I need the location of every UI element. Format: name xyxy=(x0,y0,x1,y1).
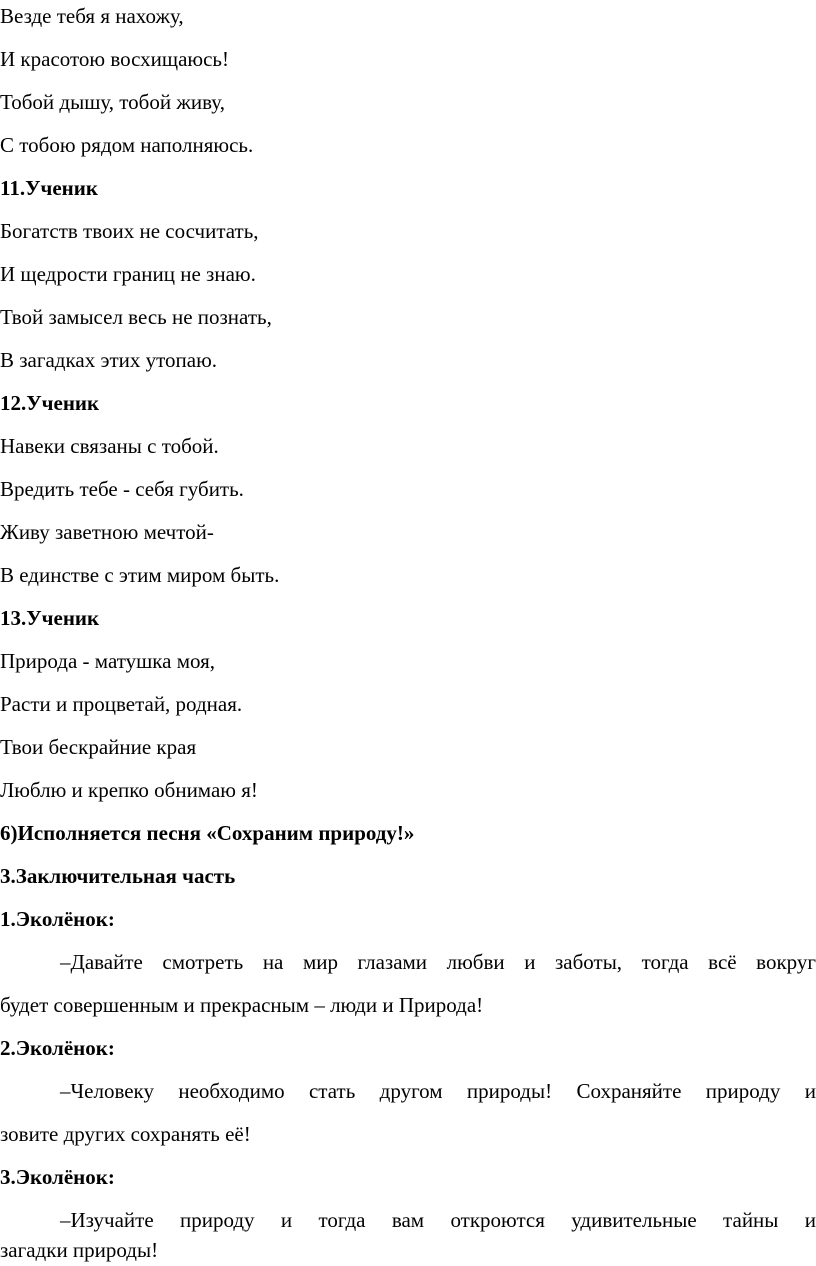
poem-line: В единстве с этим миром быть. xyxy=(0,563,280,587)
ecologist-2-text-line: –Человеку необходимо стать другом природы! Сохраняйте природу и xyxy=(60,1079,816,1103)
poem-line: Вредить тебе - себя губить. xyxy=(0,477,244,501)
song-heading: 6)Исполняется песня «Сохраним природу!» xyxy=(0,821,415,845)
poem-line: Люблю и крепко обнимаю я! xyxy=(0,778,258,802)
ecologist-1-text-line: –Давайте смотреть на мир глазами любви и заботы, тогда всё вокруг xyxy=(60,950,816,974)
ecologist-2-text-line: зовите других сохранять её! xyxy=(0,1122,251,1146)
poem-line: Везде тебя я нахожу, xyxy=(0,4,184,28)
ecologist-3-text-line: загадки природы! xyxy=(0,1238,159,1262)
ecologist-3-text-line: –Изучайте природу и тогда вам откроются удивительные тайны и xyxy=(60,1208,816,1232)
poem-line: Расти и процветай, родная. xyxy=(0,692,243,716)
poem-line: В загадках этих утопаю. xyxy=(0,348,218,372)
student-11-heading: 11.Ученик xyxy=(0,176,98,200)
poem-line: Природа - матушка моя, xyxy=(0,649,216,673)
poem-line: И красотою восхищаюсь! xyxy=(0,47,229,71)
poem-line: Твои бескрайние края xyxy=(0,735,197,759)
poem-line: С тобою рядом наполняюсь. xyxy=(0,133,254,157)
poem-line: Твой замысел весь не познать, xyxy=(0,305,272,329)
student-13-heading: 13.Ученик xyxy=(0,606,100,630)
section-heading: 3.Заключительная часть xyxy=(0,864,236,888)
ecologist-1-heading: 1.Эколёнок: xyxy=(0,907,115,931)
poem-line: И щедрости границ не знаю. xyxy=(0,262,256,286)
ecologist-2-heading: 2.Эколёнок: xyxy=(0,1036,115,1060)
poem-line: Тобой дышу, тобой живу, xyxy=(0,90,225,114)
ecologist-3-heading: 3.Эколёнок: xyxy=(0,1165,115,1189)
student-12-heading: 12.Ученик xyxy=(0,391,100,415)
poem-line: Навеки связаны с тобой. xyxy=(0,434,219,458)
ecologist-1-text-line: будет совершенным и прекрасным – люди и Природа! xyxy=(0,993,484,1017)
poem-line: Живу заветною мечтой- xyxy=(0,520,214,544)
poem-line: Богатств твоих не сосчитать, xyxy=(0,219,259,243)
